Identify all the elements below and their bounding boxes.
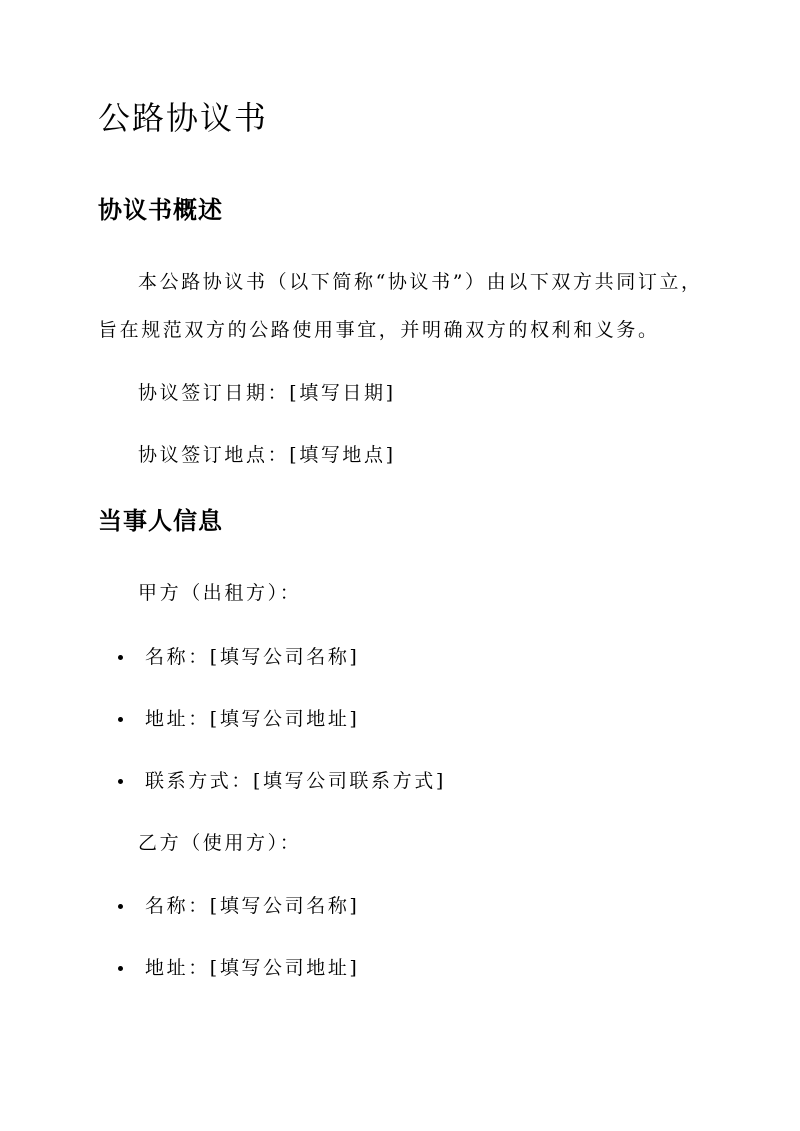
party-b-name: 名称：[填写公司名称] [145,895,360,917]
sign-date-line: 协议签订日期：[填写日期] [138,382,396,404]
overview-paragraph-line-2: 旨在规范双方的公路使用事宜，并明确双方的权利和义务。 [98,319,660,341]
party-a-label: 甲方（出租方）： [138,582,302,604]
party-a-name: 名称：[填写公司名称] [145,646,360,668]
list-item [118,766,446,796]
bullet-icon [118,966,123,971]
party-b-address: 地址：[填写公司地址] [145,957,360,979]
list-item [118,953,359,983]
party-a-contact: 联系方式：[填写公司联系方式] [145,770,446,792]
party-b-label: 乙方（使用方）： [138,832,302,854]
list-item [118,642,359,672]
bullet-icon [118,904,123,909]
section-heading-parties: 当事人信息 [98,506,223,535]
bullet-icon [118,779,123,784]
list-item [118,704,359,734]
document-title: 公路协议书 [98,99,269,137]
section-heading-overview: 协议书概述 [98,195,223,224]
bullet-icon [118,717,123,722]
party-a-address: 地址：[填写公司地址] [145,708,360,730]
list-item [118,891,359,921]
bullet-icon [118,655,123,660]
overview-paragraph-line-1: 本公路协议书（以下简称“协议书”）由以下双方共同订立， [138,271,703,293]
sign-place-line: 协议签订地点：[填写地点] [138,444,396,466]
